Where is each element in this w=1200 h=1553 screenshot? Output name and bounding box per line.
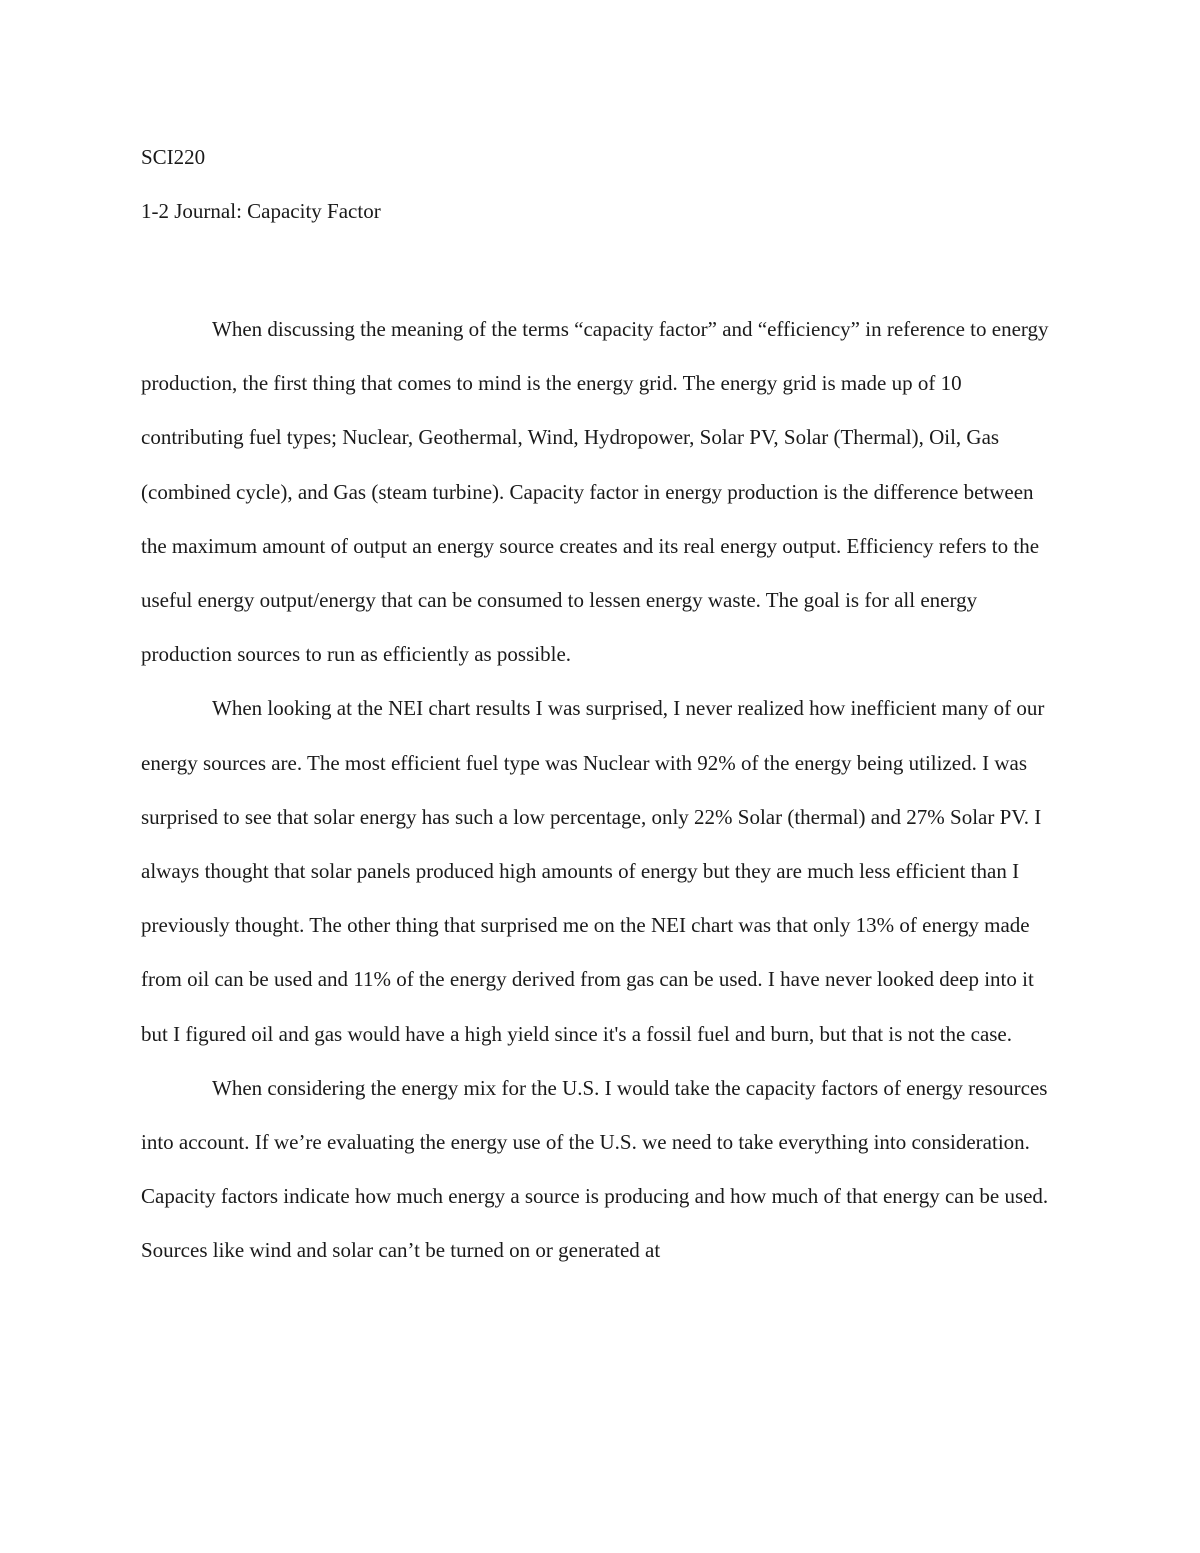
- paragraph-1: When discussing the meaning of the terms “capacity factor” and “efficiency” in reference to energy production, the first thing that comes to mind is the energy grid. The energy grid is made up of 10 contributing fuel types; Nuclear, Geothermal, Wind, Hydropower, Solar PV, Solar (Thermal), Oil, Gas (combined cycle), and Gas (steam turbine). Capacity factor in energy production is the difference between the maximum amount of output an energy source creates and its real energy output. Efficiency refers to the useful energy output/energy that can be consumed to lessen energy waste. The goal is for all energy production sources to run as efficiently as possible.: [141, 317, 1049, 667]
- paragraph-2: When looking at the NEI chart results I was surprised, I never realized how inefficient many of our energy sources are. The most efficient fuel type was Nuclear with 92% of the energy being utilized. I was surprised to see that solar energy has such a low percentage, only 22% Solar (thermal) and 27% Solar PV. I always thought that solar panels produced high amounts of energy but they are much less efficient than I previously thought. The other thing that surprised me on the NEI chart was that only 13% of energy made from oil can be used and 11% of the energy derived from gas can be used. I have never looked deep into it but I figured oil and gas would have a high yield since it's a fossil fuel and burn, but that is not the case.: [141, 696, 1045, 1046]
- course-code: SCI220: [141, 145, 206, 169]
- paragraph-3: When considering the energy mix for the U.S. I would take the capacity factors of energy resources into account. If we’re evaluating the energy use of the U.S. we need to take everything into consideration. Capacity factors indicate how much energy a source is producing and how much of that energy can be used. Sources like wind and solar can’t be turned on or generated at: [141, 1075, 1049, 1263]
- document-body: [141, 302, 1061, 1278]
- document-title: 1-2 Journal: Capacity Factor: [141, 199, 381, 223]
